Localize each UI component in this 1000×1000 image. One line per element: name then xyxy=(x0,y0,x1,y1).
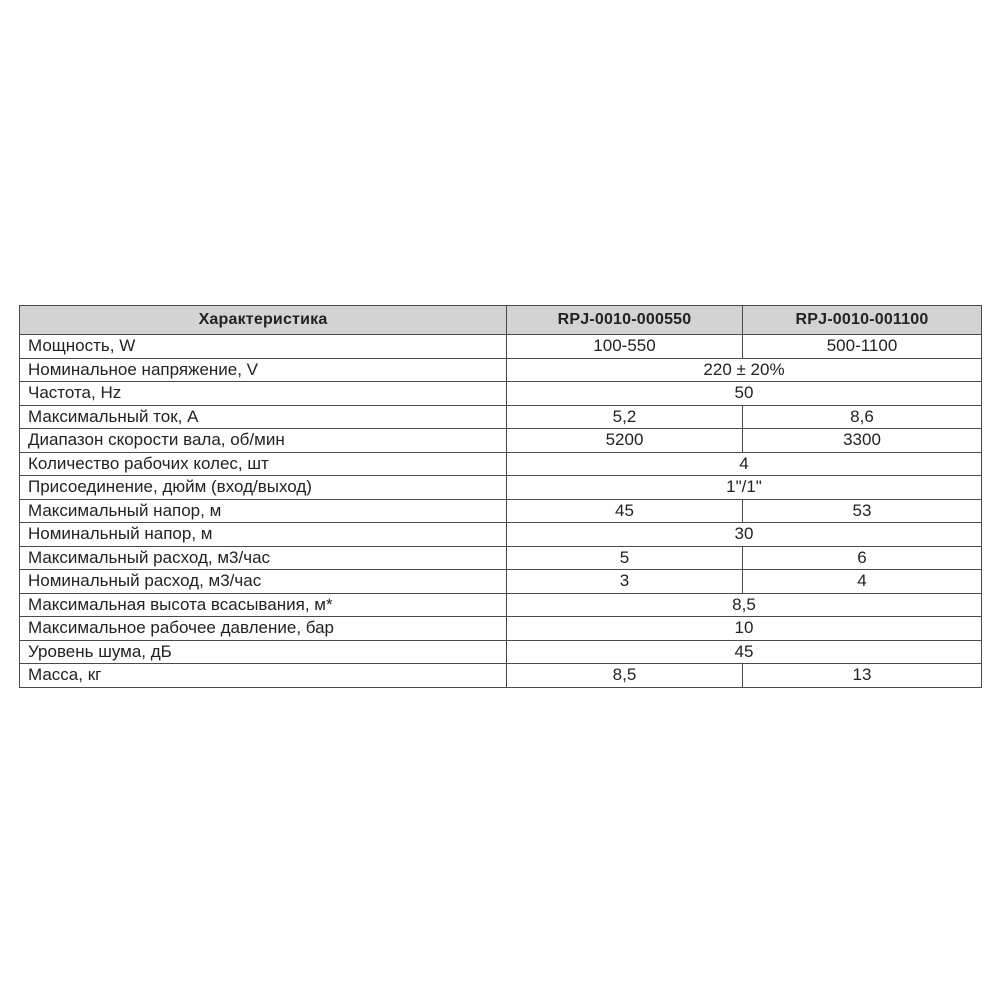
row-label: Уровень шума, дБ xyxy=(20,640,507,664)
table-row xyxy=(20,429,982,453)
row-value-shared: 30 xyxy=(507,523,982,547)
header-row xyxy=(20,306,982,335)
table-row xyxy=(20,335,982,359)
row-label: Максимальный расход, м3/час xyxy=(20,546,507,570)
row-value-shared: 50 xyxy=(507,382,982,406)
header-model-1100: RPJ-0010-001100 xyxy=(743,306,982,335)
table-row xyxy=(20,382,982,406)
table-row xyxy=(20,499,982,523)
table-row xyxy=(20,476,982,500)
row-label: Максимальное рабочее давление, бар xyxy=(20,617,507,641)
row-label: Максимальный напор, м xyxy=(20,499,507,523)
row-label: Номинальное напряжение, V xyxy=(20,358,507,382)
row-value-model-550: 100-550 xyxy=(507,335,743,359)
row-label: Количество рабочих колес, шт xyxy=(20,452,507,476)
row-label: Присоединение, дюйм (вход/выход) xyxy=(20,476,507,500)
table-row xyxy=(20,617,982,641)
row-value-model-1100: 6 xyxy=(743,546,982,570)
table-row xyxy=(20,664,982,688)
row-value-model-1100: 53 xyxy=(743,499,982,523)
table-row xyxy=(20,452,982,476)
row-label: Масса, кг xyxy=(20,664,507,688)
row-value-model-550: 5,2 xyxy=(507,405,743,429)
row-label: Номинальный расход, м3/час xyxy=(20,570,507,594)
table-row xyxy=(20,546,982,570)
row-value-shared: 220 ± 20% xyxy=(507,358,982,382)
table-row xyxy=(20,640,982,664)
row-label: Диапазон скорости вала, об/мин xyxy=(20,429,507,453)
row-value-shared: 45 xyxy=(507,640,982,664)
table-body xyxy=(20,335,982,688)
header-characteristic: Характеристика xyxy=(20,306,507,335)
row-value-shared: 10 xyxy=(507,617,982,641)
spec-table xyxy=(19,305,982,688)
header-model-550: RPJ-0010-000550 xyxy=(507,306,743,335)
table-row xyxy=(20,523,982,547)
table-row xyxy=(20,405,982,429)
row-value-model-1100: 4 xyxy=(743,570,982,594)
table-row xyxy=(20,570,982,594)
table-header xyxy=(20,306,982,335)
row-value-shared: 1"/1" xyxy=(507,476,982,500)
row-value-model-550: 5 xyxy=(507,546,743,570)
row-value-model-550: 5200 xyxy=(507,429,743,453)
row-value-model-1100: 500-1100 xyxy=(743,335,982,359)
row-value-shared: 4 xyxy=(507,452,982,476)
row-label: Максимальная высота всасывания, м* xyxy=(20,593,507,617)
row-label: Частота, Hz xyxy=(20,382,507,406)
row-value-model-550: 8,5 xyxy=(507,664,743,688)
table-row xyxy=(20,593,982,617)
row-label: Максимальный ток, А xyxy=(20,405,507,429)
row-value-model-550: 3 xyxy=(507,570,743,594)
table-row xyxy=(20,358,982,382)
row-value-model-1100: 3300 xyxy=(743,429,982,453)
row-value-model-1100: 13 xyxy=(743,664,982,688)
row-label: Мощность, W xyxy=(20,335,507,359)
row-value-model-550: 45 xyxy=(507,499,743,523)
row-label: Номинальный напор, м xyxy=(20,523,507,547)
row-value-shared: 8,5 xyxy=(507,593,982,617)
row-value-model-1100: 8,6 xyxy=(743,405,982,429)
